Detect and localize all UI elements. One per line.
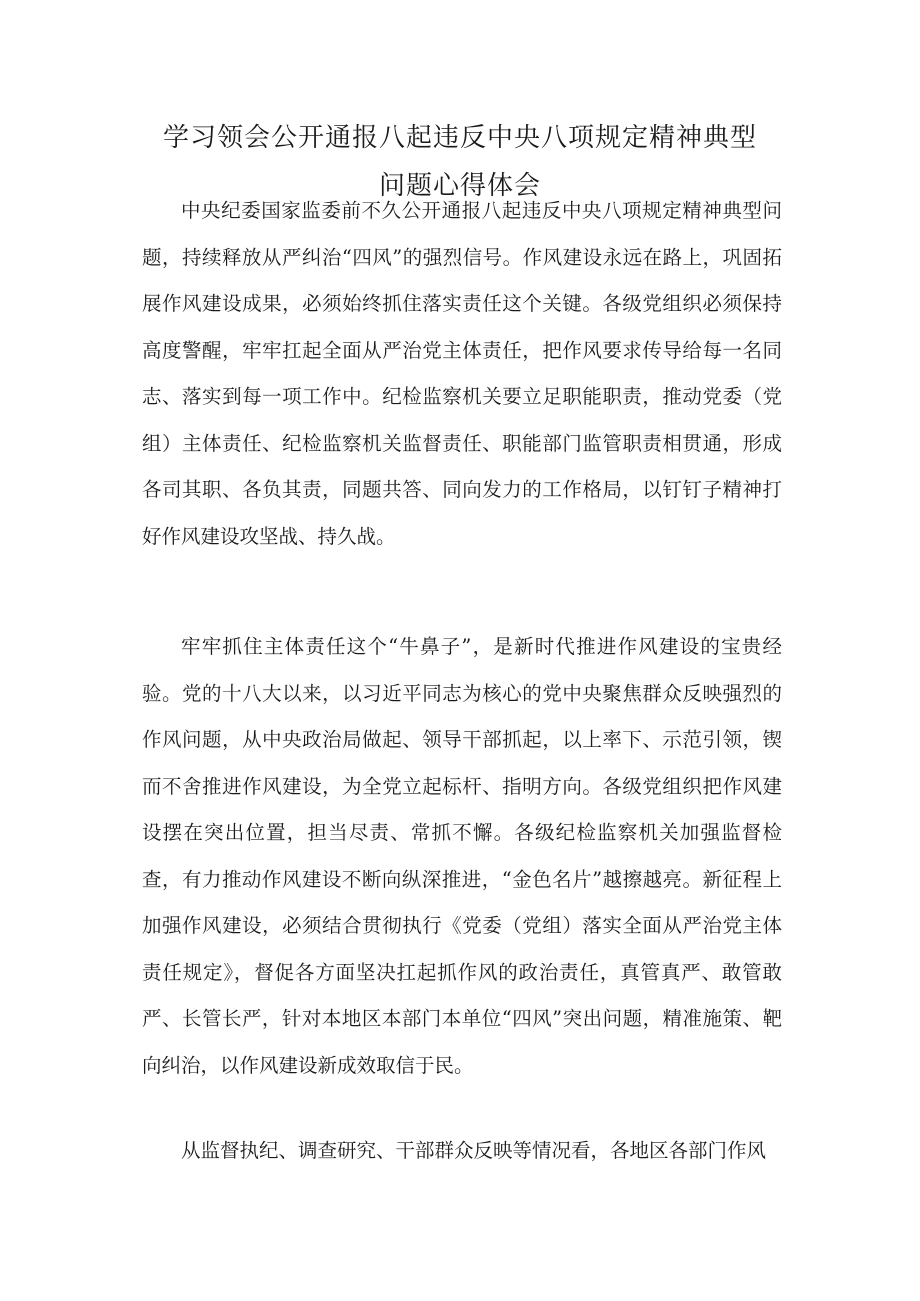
body-paragraph-3: 从监督执纪、调查研究、干部群众反映等情况看，各地区各部门作风 (181, 1139, 767, 1162)
body-paragraph-2: 牢牢抓住主体责任这个“牛鼻子”，是新时代推进作风建设的宝贵经验。党的十八大以来，以习近平同志为核心的党中央聚焦群众反映强烈的作风问题，从中央政治局做起、领导干部抓起，以上率下、示范引领，锲而不舍推进作风建设，为全党立起标杆、指明方向。各级党组织把作风建设摆在突出位置，担当尽责、常抓不懈。各级纪检监察机关加强监督检查，有力推动作风建设不断向纵深推进，“金色名片”越擦越亮。新征程上加强作风建设，必须结合贯彻执行《党委（党组）落实全面从严治党主体责任规定》，督促各方面坚决扛起抓作风的政治责任，真管真严、敢管敢严、长管长严，针对本地区本部门本单位“四风”突出问题，精准施策、靶向纠治，以作风建设新成效取信于民。 (142, 635, 782, 1077)
document-title-line-1: 学习领会公开通报八起违反中央八项规定精神典型 (162, 123, 757, 153)
body-paragraph-1: 中央纪委国家监委前不久公开通报八起违反中央八项规定精神典型问题，持续释放从严纠治“四风”的强烈信号。作风建设永远在路上，巩固拓展作风建设成果，必须始终抓住落实责任这个关键。各级党组织必须保持高度警醒，牢牢扛起全面从严治党主体责任，把作风要求传导给每一名同志、落实到每一项工作中。纪检监察机关要立足职能职责，推动党委（党组）主体责任、纪检监察机关监督责任、职能部门监管职责相贯通，形成各司其职、各负其责，同题共答、同向发力的工作格局，以钉钉子精神打好作风建设攻坚战、持久战。 (142, 199, 782, 548)
document-title-line-2: 问题心得体会 (378, 171, 541, 201)
